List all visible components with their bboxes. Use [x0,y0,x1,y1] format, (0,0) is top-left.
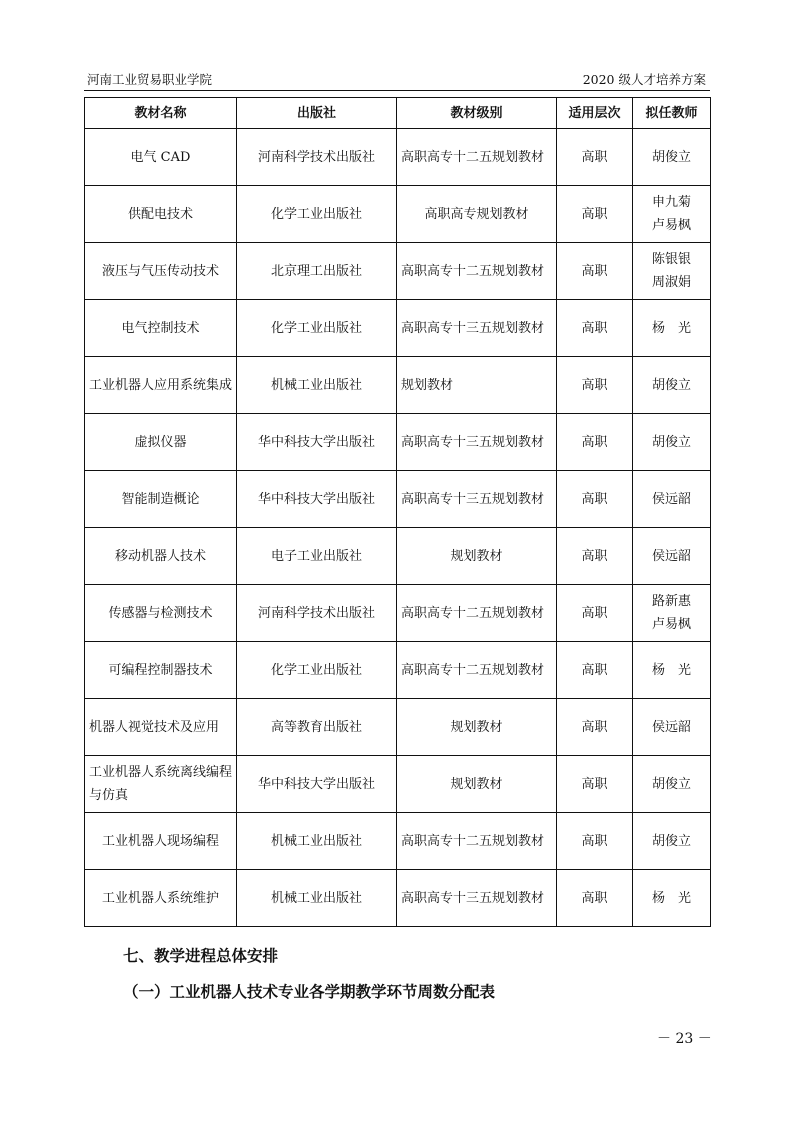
cell-publisher: 机械工业出版社 [237,870,397,927]
table-row [85,642,711,699]
cell-textbook-level: 规划教材 [397,528,557,585]
cell-textbook-name [85,129,237,186]
teacher-name: 卢易枫 [651,617,691,632]
cell-applicable-level: 高职 [557,471,633,528]
textbook-name: 电气 CAD [130,149,191,165]
cell-teacher [633,528,711,585]
cell-teacher [633,585,711,642]
cell-publisher: 河南科学技术出版社 [237,585,397,642]
cell-applicable-level: 高职 [557,528,633,585]
teacher-name: 胡俊立 [651,776,691,792]
cell-textbook-level: 规划教材 [397,699,557,756]
table-row [85,300,711,357]
table-header-row [85,98,711,129]
cell-textbook-level: 高职高专十三五规划教材 [397,414,557,471]
teacher-name: 杨 光 [651,320,691,336]
teacher-name: 侯远韶 [651,548,691,564]
cell-applicable-level: 高职 [557,642,633,699]
cell-applicable-level: 高职 [557,357,633,414]
column-header: 出版社 [237,98,397,129]
cell-publisher: 华中科技大学出版社 [237,471,397,528]
cell-textbook-level: 规划教材 [397,756,557,813]
teacher-name: 侯远韶 [651,491,691,507]
textbook-name: 可编程控制器技术 [108,662,213,678]
cell-teacher [633,357,711,414]
cell-teacher [633,699,711,756]
column-header: 拟任教师 [633,98,711,129]
cell-textbook-name [85,414,237,471]
cell-textbook-level: 高职高专十三五规划教材 [397,471,557,528]
cell-publisher: 化学工业出版社 [237,300,397,357]
table-row [85,870,711,927]
cell-textbook-name [85,870,237,927]
textbook-name: 工业机器人系统离线编程与仿真 [89,765,233,803]
teacher-name: 陈银银 [651,252,691,267]
cell-textbook-level: 高职高专十二五规划教材 [397,585,557,642]
cell-teacher [633,642,711,699]
cell-teacher [633,129,711,186]
table-row [85,528,711,585]
cell-textbook-name [85,642,237,699]
cell-publisher: 北京理工出版社 [237,243,397,300]
table-row [85,357,711,414]
cell-teacher [633,300,711,357]
textbook-table [84,97,711,927]
cell-textbook-name [85,585,237,642]
table-row [85,243,711,300]
textbook-name: 智能制造概论 [121,491,200,507]
textbook-name: 供配电技术 [127,206,193,222]
teacher-name: 胡俊立 [651,149,691,165]
cell-textbook-level: 高职高专规划教材 [397,186,557,243]
cell-textbook-name [85,471,237,528]
cell-teacher [633,756,711,813]
textbook-name: 工业机器人现场编程 [101,833,219,849]
cell-publisher: 机械工业出版社 [237,813,397,870]
table-row [85,186,711,243]
cell-applicable-level: 高职 [557,414,633,471]
cell-teacher [633,186,711,243]
teacher-name: 胡俊立 [651,833,691,849]
table-row [85,414,711,471]
textbook-name: 电气控制技术 [121,320,200,336]
table-row [85,129,711,186]
column-header: 教材级别 [397,98,557,129]
textbook-name: 机器人视觉技术及应用 [89,719,220,735]
cell-teacher [633,414,711,471]
textbook-name: 液压与气压传动技术 [101,263,219,279]
teacher-name: 侯远韶 [651,719,691,735]
cell-teacher [633,870,711,927]
cell-applicable-level: 高职 [557,756,633,813]
cell-applicable-level: 高职 [557,186,633,243]
cell-textbook-name [85,699,237,756]
teacher-name: 杨 光 [651,890,691,906]
section-subtitle: （一）工业机器人技术专业各学期教学环节周数分配表 [123,983,496,1001]
table-body [85,129,711,927]
cell-publisher: 化学工业出版社 [237,186,397,243]
table-row [85,471,711,528]
cell-textbook-level: 高职高专十三五规划教材 [397,870,557,927]
cell-textbook-name [85,300,237,357]
table-row [85,756,711,813]
column-header: 适用层次 [557,98,633,129]
cell-applicable-level: 高职 [557,870,633,927]
cell-applicable-level: 高职 [557,585,633,642]
table-row [85,699,711,756]
cell-applicable-level: 高职 [557,129,633,186]
cell-textbook-name [85,528,237,585]
teacher-name: 卢易枫 [651,218,691,233]
header-doc-title: 2020 级人才培养方案 [582,72,706,87]
cell-textbook-level: 规划教材 [397,357,557,414]
textbook-name: 工业机器人应用系统集成 [89,377,233,393]
teacher-name: 胡俊立 [651,434,691,450]
cell-publisher: 华中科技大学出版社 [237,756,397,813]
cell-teacher [633,471,711,528]
cell-publisher: 高等教育出版社 [237,699,397,756]
textbook-name: 传感器与检测技术 [108,605,213,621]
cell-textbook-name [85,186,237,243]
section-title: 七、教学进程总体安排 [123,947,279,965]
table-row [85,813,711,870]
cell-publisher: 化学工业出版社 [237,642,397,699]
cell-teacher [633,813,711,870]
textbook-name: 工业机器人系统维护 [101,890,219,906]
cell-publisher: 电子工业出版社 [237,528,397,585]
page-number: － 23 － [657,1031,712,1047]
header-school: 河南工业贸易职业学院 [87,72,213,87]
cell-publisher: 华中科技大学出版社 [237,414,397,471]
cell-publisher: 河南科学技术出版社 [237,129,397,186]
cell-applicable-level: 高职 [557,813,633,870]
cell-textbook-name [85,357,237,414]
cell-applicable-level: 高职 [557,699,633,756]
teacher-name: 周淑娟 [651,275,691,290]
teacher-name: 杨 光 [651,662,691,678]
cell-textbook-level: 高职高专十三五规划教材 [397,300,557,357]
teacher-name: 胡俊立 [651,377,691,393]
textbook-name: 移动机器人技术 [114,548,206,564]
cell-applicable-level: 高职 [557,300,633,357]
cell-textbook-name [85,813,237,870]
cell-publisher: 机械工业出版社 [237,357,397,414]
cell-textbook-name [85,756,237,813]
cell-textbook-level: 高职高专十二五规划教材 [397,813,557,870]
cell-applicable-level: 高职 [557,243,633,300]
teacher-name: 申九菊 [651,195,691,210]
table-row [85,585,711,642]
cell-textbook-level: 高职高专十二五规划教材 [397,642,557,699]
cell-textbook-level: 高职高专十二五规划教材 [397,129,557,186]
header-rule [84,90,710,91]
cell-teacher [633,243,711,300]
column-header: 教材名称 [85,98,237,129]
textbook-name: 虚拟仪器 [134,434,187,450]
cell-textbook-level: 高职高专十二五规划教材 [397,243,557,300]
teacher-name: 路新惠 [651,594,691,609]
cell-textbook-name [85,243,237,300]
